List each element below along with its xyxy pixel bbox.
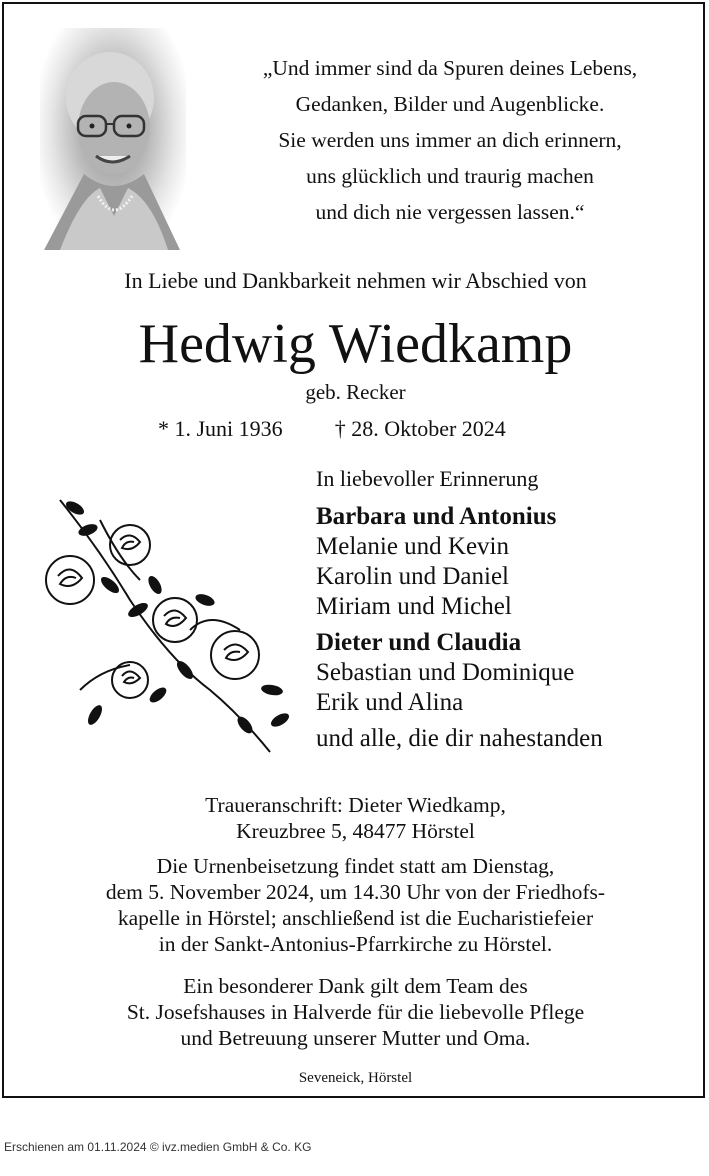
farewell-intro: In Liebe und Dankbarkeit nehmen wir Abschied von bbox=[124, 268, 587, 293]
address-line: Kreuzbree 5, 48477 Hörstel bbox=[236, 819, 475, 843]
family-head: Dieter und Claudia bbox=[316, 629, 522, 656]
family-group bbox=[316, 628, 696, 718]
poem-line: „Und immer sind da Spuren deines Lebens, bbox=[262, 56, 638, 80]
mourners-lead: In liebevoller Erinnerung bbox=[316, 466, 539, 491]
thanks-line: St. Josefshauses in Halverde für die liebevolle Pflege bbox=[126, 1000, 585, 1024]
service-line: Die Urnenbeisetzung findet statt am Dienstag, bbox=[156, 854, 555, 878]
poem-line: Sie werden uns immer an dich erinnern, bbox=[278, 128, 622, 152]
obituary-notice bbox=[2, 2, 705, 1098]
family-member: Sebastian und Dominique bbox=[316, 659, 575, 686]
memorial-poem bbox=[200, 50, 700, 230]
birth-date: * 1. Juni 1936 bbox=[158, 416, 283, 441]
family-member: Karolin und Daniel bbox=[316, 563, 510, 590]
address-line: Traueranschrift: Dieter Wiedkamp, bbox=[205, 793, 506, 817]
portrait-photo bbox=[40, 28, 186, 250]
thanks-note bbox=[4, 973, 707, 1051]
poem-line: und dich nie vergessen lassen.“ bbox=[315, 200, 585, 224]
poem-line: Gedanken, Bilder und Augenblicke. bbox=[295, 92, 605, 116]
death-date: † 28. Oktober 2024 bbox=[334, 416, 506, 441]
poem-line: uns glücklich und traurig machen bbox=[306, 164, 594, 188]
portrait-image bbox=[40, 28, 186, 250]
service-line: dem 5. November 2024, um 14.30 Uhr von der Friedhofs- bbox=[105, 880, 606, 904]
life-dates bbox=[158, 416, 506, 442]
family-head: Barbara und Antonius bbox=[316, 503, 557, 530]
roses-illustration bbox=[40, 490, 300, 760]
service-info bbox=[4, 853, 707, 957]
mourners-closing: und alle, die dir nahestanden bbox=[316, 725, 603, 752]
mourners-list bbox=[316, 464, 696, 754]
service-line: kapelle in Hörstel; anschließend ist die Eucharistiefeier bbox=[117, 906, 594, 930]
publication-credit: Erschienen am 01.11.2024 © ivz.medien GmbH & Co. KG bbox=[4, 1140, 312, 1154]
thanks-line: und Betreuung unserer Mutter und Oma. bbox=[180, 1026, 531, 1050]
family-member: Erik und Alina bbox=[316, 689, 464, 716]
deceased-name: Hedwig Wiedkamp bbox=[138, 313, 573, 375]
birth-name: geb. Recker bbox=[305, 380, 406, 404]
family-group bbox=[316, 502, 696, 622]
family-member: Miriam und Michel bbox=[316, 593, 512, 620]
family-member: Melanie und Kevin bbox=[316, 533, 510, 560]
notice-place: Seveneick, Hörstel bbox=[298, 1070, 413, 1086]
thanks-line: Ein besonderer Dank gilt dem Team des bbox=[183, 974, 528, 998]
mourning-address bbox=[4, 792, 707, 844]
service-line: in der Sankt-Antonius-Pfarrkirche zu Hörstel. bbox=[158, 932, 553, 956]
